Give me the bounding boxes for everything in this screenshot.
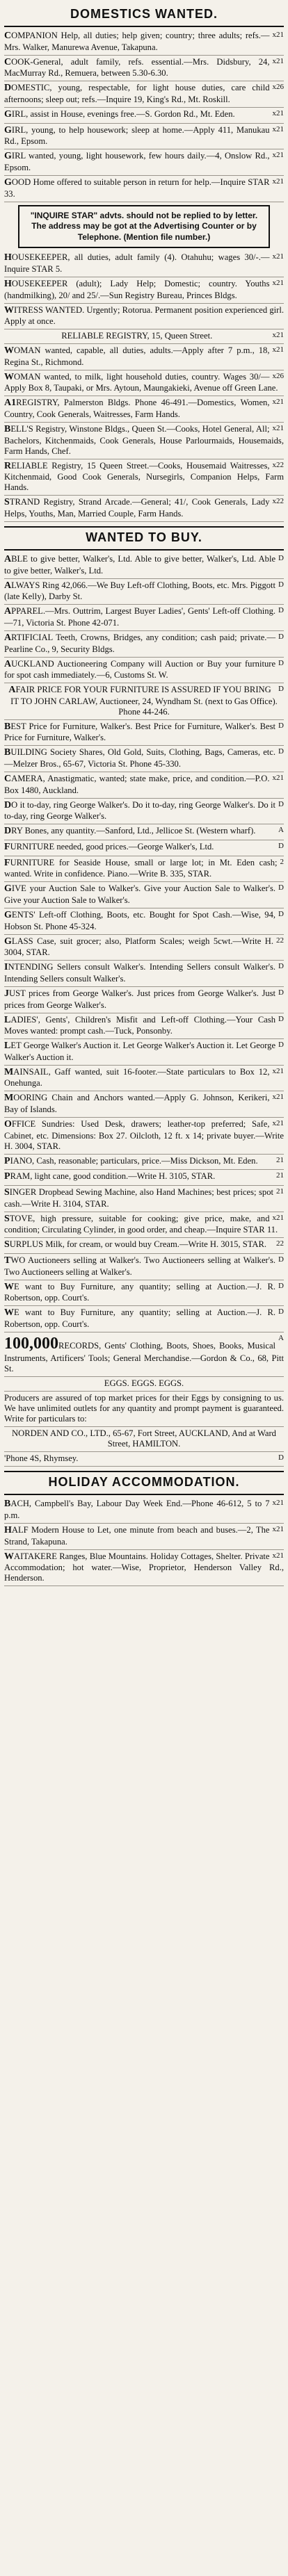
ad-body-text: EST Price for Furniture, Walker's. Best Price for Furniture, Walker's. Best Price for Furniture, Walker's. — [4, 721, 276, 743]
ad-lead-word: B — [4, 721, 11, 732]
ad-reference-code: D — [278, 1307, 284, 1316]
ad-reference-code: A — [278, 1333, 284, 1342]
classified-ad — [4, 799, 284, 825]
ad-body-text: ITRESS WANTED. Urgently; Rotorua. Permanent position experienced girl. Apply at once. — [4, 304, 284, 327]
ad-reference-code: A — [278, 826, 284, 835]
classified-ad — [4, 1013, 284, 1040]
ad-body-text: OOD Home offered to suitable person in return for help.—Inquire STAR 33. — [4, 177, 270, 199]
ad-body-text: 'Phone 4S, Rhymsey. — [4, 1453, 79, 1464]
section-rule — [4, 26, 284, 27]
ad-body-text: URNITURE needed, good prices.—George Walker's, Ltd. — [10, 842, 214, 852]
ad-reference-code: x26 — [272, 371, 284, 380]
ad-lead-word: B — [4, 424, 11, 435]
ad-body-text: INGER Dropbead Sewing Machine, also Hand Machines; best prices; spot cash.—Write H. 3104, STAR. — [4, 1187, 273, 1209]
ad-body-text: ET George Walker's Auction it. Let George Walker's Auction it. Let George Walker's Auction it. — [4, 1041, 276, 1062]
ad-reference-code: 22 — [276, 1239, 284, 1248]
classified-ad — [4, 176, 284, 202]
classified-ad — [4, 579, 284, 605]
ad-body-text: IANO, Cash, reasonable; particulars, price.—Miss Dickson, Mt. Eden. — [10, 1155, 258, 1166]
section-rule — [4, 526, 284, 528]
ad-body-text: OUSEKEEPER, all duties, adult family (4). Otahuhu; wages 30/-.—Inquire STAR 5. — [4, 252, 270, 274]
ad-lead-word: D — [4, 83, 12, 94]
classified-ad — [4, 605, 284, 631]
ad-lead-word: S — [4, 1187, 10, 1198]
ad-body-text: BLE to give better, Walker's, Ltd. Able to give better, Walker's, Ltd. Able to give better, Walker's, Ltd. — [4, 554, 276, 576]
ad-lead-word: A — [8, 685, 16, 696]
classified-ad — [4, 840, 284, 856]
ad-lead-word: L — [4, 1014, 11, 1025]
classified-ad — [4, 658, 284, 684]
classified-ad — [4, 1550, 284, 1587]
classified-ad — [4, 1392, 284, 1427]
ad-reference-code: D — [278, 799, 284, 808]
ad-reference-code: D — [278, 580, 284, 589]
ad-body-text: REGISTRY, Palmerston Bldgs. Phone 46-491.—Domestics, Women, Country, Cook Generals, Waitresses, Farm Hands. — [4, 398, 270, 420]
ad-body-text: URPLUS Milk, for cream, or would buy Cream.—Write H. 3015, STAR. — [9, 1239, 267, 1250]
classified-ad — [4, 370, 284, 397]
ad-reference-code: D — [278, 1453, 284, 1462]
ad-lead-word: C — [4, 56, 12, 67]
ad-reference-code: D — [278, 1041, 284, 1050]
ad-lead-word: G — [4, 883, 12, 895]
ad-lead-word: H — [4, 1524, 12, 1535]
ad-lead-word: B — [4, 1499, 11, 1510]
classified-ad — [4, 277, 284, 304]
classified-ad — [4, 856, 284, 883]
classified-ad — [4, 720, 284, 747]
ad-body-text: ALF Modern House to Let, one minute from beach and buses.—2, The Strand, Takapuna. — [4, 1524, 270, 1547]
ad-body-text: FAIR PRICE FOR YOUR FURNITURE IS ASSURED IF YOU BRING IT TO JOHN CARLAW, Auctioneer, 24, Wyndham St. (next to Gas Office). Phone 44-246. — [10, 685, 278, 717]
ad-body-text: OOK-General, adult family, refs. essential.—Mrs. Didsbury, 24, MacMurray Rd., Remuera, between 5.30-6.30. — [4, 56, 270, 79]
ad-lead-word: A — [4, 632, 12, 643]
ad-body-text: NTENDING Sellers consult Walker's. Intending Sellers consult Walker's. Intending Sellers consult Walker's. — [4, 962, 276, 984]
ad-lead-word: S — [4, 497, 10, 508]
classified-ad — [4, 81, 284, 108]
ad-body-text: TRAND Registry, Strand Arcade.—General; 41/, Cook Generals, Lady Helps, Youths, Man, Married Couple, Farm Hands. — [4, 497, 270, 519]
classified-ad — [4, 1091, 284, 1118]
classified-ad — [4, 1377, 284, 1392]
ad-lead-word: D — [4, 799, 12, 810]
classified-ad — [4, 344, 284, 370]
ad-lead-word: O — [4, 1119, 12, 1130]
classified-ad — [4, 124, 284, 150]
classified-ad — [4, 1155, 284, 1171]
classified-ad — [4, 1238, 284, 1254]
ad-lead-word: A1 — [4, 398, 17, 409]
classified-ad — [4, 251, 284, 277]
ad-body-text: FFICE Sundries: Used Desk, drawers; leather-top preferred; Safe, Cabinet, etc. Dimensions: Box 27. Oilcloth, 12 ft. x 14; private buyer.—Write H. 3004, STAR. — [4, 1119, 284, 1151]
ad-lead-word: W — [4, 1281, 14, 1292]
ad-reference-code: D — [278, 988, 284, 997]
ad-body-text: IRL, young, to help housework; sleep at home.—Apply 411, Manukau Rd., Epsom. — [4, 124, 270, 147]
ad-body-text: RELIABLE REGISTRY, 15, Queen Street. — [61, 331, 213, 341]
ad-body-text: PPAREL.—Mrs. Outtrim, Largest Buyer Ladies', Gents' Left-off Clothing.—71, Victoria St. Phone 42-071. — [4, 606, 276, 628]
classified-ad — [4, 553, 284, 579]
ad-body-text: OUSEKEEPER (adult); Lady Help; Domestic; country. Youths (handmilking), 20/ and 25/.—Sun Registry Bureau, Princes Bldgs. — [4, 278, 270, 300]
ad-body-text: IVE your Auction Sale to Walker's. Give your Auction Sale to Walker's. Give your Auction Sale to Walker's. — [4, 883, 276, 905]
ad-lead-word: A — [4, 606, 12, 617]
ad-reference-code: 2 — [280, 857, 284, 866]
ad-body-text: UST prices from George Walker's. Just prices from George Walker's. Just prices from George Walker's. — [4, 988, 276, 1010]
ad-reference-code: 21 — [276, 1187, 284, 1196]
ad-lead-word: R — [4, 460, 12, 471]
ad-reference-code: D — [278, 747, 284, 756]
ad-reference-code: x21 — [272, 1524, 284, 1533]
ad-reference-code: x22 — [272, 497, 284, 506]
section-rule — [4, 1494, 284, 1495]
ad-body-text: RTIFICIAL Teeth, Crowns, Bridges, any condition; cash paid; private.—Pearline Co., 9, Security Bldgs. — [4, 632, 276, 654]
ad-lead-word: G — [4, 177, 12, 188]
classified-ad — [4, 108, 284, 124]
classified-ad — [4, 1497, 284, 1524]
ad-lead-word: 100,000 — [4, 1334, 58, 1353]
ad-lead-word: F — [4, 857, 10, 868]
ad-body-text: NORDEN AND CO., LTD., 65-67, Fort Street, AUCKLAND, And at Ward Street, HAMILTON. — [12, 1428, 276, 1449]
ad-body-text: OORING Chain and Anchors wanted.—Apply G. Johnson, Kerikeri, Bay of Islands. — [4, 1093, 270, 1115]
ad-lead-word: M — [4, 1093, 14, 1104]
ad-reference-code: D — [278, 658, 284, 667]
ad-reference-code: x21 — [272, 424, 284, 433]
classified-ad — [4, 746, 284, 772]
ad-body-text: AINSAIL, Gaff wanted, suit 16-footer.—State particulars to Box 12, Onehunga. — [4, 1066, 270, 1089]
classified-ad — [4, 329, 284, 344]
ad-body-text: EGGS. EGGS. EGGS. — [104, 1378, 184, 1389]
ad-lead-word: P — [4, 1171, 10, 1182]
ad-reference-code: x21 — [272, 1551, 284, 1560]
ad-reference-code: x21 — [272, 774, 284, 783]
ad-body-text: O it to-day, ring George Walker's. Do it to-day, ring George Walker's. Do it to-day, ring George Walker's. — [4, 799, 276, 822]
ad-lead-word: W — [4, 371, 14, 382]
classified-ad — [4, 683, 284, 720]
classified-ad — [4, 1039, 284, 1066]
ad-lead-word: A — [4, 658, 12, 669]
classified-ad — [4, 1066, 284, 1092]
ad-body-text: ADIES', Gents', Children's Misfit and Left-off Clothing.—Your Cash Moves wanted: prompt cash.—Tuck, Ponsonby. — [4, 1014, 276, 1036]
ad-reference-code: D — [278, 685, 284, 694]
ad-body-text: "INQUIRE STAR" advts. should not be replied to by letter. The address may be got at the Advertising Counter or by Telephone. (Mention file number.) — [30, 210, 258, 242]
ad-body-text: AMERA, Anastigmatic, wanted; state make, price, and condition.—P.O. Box 1480, Auckland. — [4, 774, 270, 795]
classified-ad — [4, 423, 284, 459]
ad-reference-code: D — [278, 632, 284, 641]
ad-reference-code: x21 — [272, 1066, 284, 1075]
ad-reference-code: D — [278, 842, 284, 851]
classified-ad — [4, 1212, 284, 1239]
classified-ad — [4, 908, 284, 935]
ad-body-text: RY Bones, any quantity.—Sanford, Ltd., Jellicoe St. (Western wharf). — [11, 826, 256, 836]
ad-body-text: AITAKERE Ranges, Blue Mountains. Holiday Cottages, Shelter. Private Accommodation; hot water.—Wise, Proprietor, Henderson Valley Rd., Henderson. — [4, 1551, 284, 1583]
ads-list-holiday — [4, 1497, 284, 1586]
classified-ad — [4, 56, 284, 82]
section-heading-wanted-to-buy: WANTED TO BUY. — [86, 530, 202, 544]
ad-body-text: UCKLAND Auctioneering Company will Auction or Buy your furniture for spot cash immediately.—6, Customs St. W. — [4, 658, 276, 680]
ad-lead-word: D — [4, 826, 12, 837]
ad-reference-code: D — [278, 883, 284, 892]
ad-lead-word: B — [4, 747, 11, 758]
ad-reference-code: 21 — [276, 1155, 284, 1164]
classified-ad — [18, 205, 270, 249]
classified-ad — [4, 1280, 284, 1307]
classified-ad — [4, 935, 284, 961]
ad-body-text: TOVE, high pressure, suitable for cooking; give price, make, and condition; Circulating Cylinder, in good order, and cheap.—Inquire STAR 11. — [4, 1213, 278, 1235]
ad-lead-word: A — [4, 580, 12, 591]
ad-lead-word: H — [4, 278, 12, 289]
classified-ad — [4, 304, 284, 330]
classified-ad — [4, 459, 284, 496]
ad-lead-word: T — [4, 1255, 11, 1266]
classified-ad — [4, 1524, 284, 1550]
ad-reference-code: x21 — [272, 331, 284, 340]
classified-ad — [4, 987, 284, 1013]
ad-body-text: OMAN wanted, capable, all duties, adults.—Apply after 7 p.m., 18, Regina St., Richmond. — [4, 345, 270, 367]
ads-list-wanted-to-buy — [4, 553, 284, 1467]
ad-body-text: IRL, assist in House, evenings free.—S. Gordon Rd., Mt. Eden. — [11, 108, 235, 119]
ad-lead-word: L — [4, 1041, 11, 1052]
ad-reference-code: x21 — [272, 398, 284, 407]
ad-reference-code: D — [278, 721, 284, 730]
ad-body-text: ACH, Campbell's Bay, Labour Day Week End.—Phone 46-612, 5 to 7 p.m. — [4, 1499, 270, 1520]
ad-reference-code: D — [278, 554, 284, 562]
ad-reference-code: x21 — [272, 1499, 284, 1508]
ad-reference-code: x21 — [272, 151, 284, 160]
ad-reference-code: x21 — [272, 1093, 284, 1102]
ad-lead-word: C — [4, 774, 12, 785]
ad-body-text: ELIABLE Registry, 15 Queen Street.—Cooks, Housemaid Waitresses, Kitchenmaid, Good Cook Generals, Nursegirls, Companion Helps, Farm Hands. — [4, 460, 284, 493]
ad-lead-word: J — [4, 988, 9, 999]
ad-reference-code: x21 — [272, 1213, 284, 1222]
ad-lead-word: W — [4, 304, 14, 316]
ad-body-text: LWAYS Ring 42,066.—We Buy Left-off Clothing, Boots, etc. Mrs. Piggott (late Kelly), Darby St. — [4, 580, 276, 602]
ad-reference-code: D — [278, 1281, 284, 1290]
ad-reference-code: x21 — [272, 278, 284, 287]
ad-body-text: UILDING Society Shares, Old Gold, Suits, Clothing, Bags, Cameras, etc.—Melzer Bros., 65-67, Victoria St. Phone 45-330. — [4, 747, 276, 769]
classified-ad — [4, 772, 284, 799]
ad-reference-code: x21 — [272, 1119, 284, 1128]
ad-body-text: LASS Case, suit grocer; also, Platform Scales; weigh 5cwt.—Write H. 3004, STAR. — [4, 936, 273, 958]
ad-body-text: ELL'S Registry, Winstone Bldgs., Queen St.—Cooks, Hotel General, All; Bachelors, Kitchenmaids, Cook Generals, House Parlourmaids, Housemaids, Farm Hands, Chef. — [4, 424, 284, 456]
ad-reference-code: x21 — [272, 56, 284, 65]
ads-list-domestics — [4, 29, 284, 522]
ad-body-text: E want to Buy Furniture, any quantity; selling at Auction.—J. R. Robertson, opp. Court's. — [4, 1281, 276, 1303]
classified-ad — [4, 631, 284, 658]
ad-lead-word: A — [4, 554, 12, 564]
ad-reference-code: D — [278, 909, 284, 918]
ad-lead-word: M — [4, 1066, 14, 1077]
classified-ad — [4, 1427, 284, 1452]
ad-reference-code: x21 — [272, 252, 284, 261]
ad-body-text: ENTS' Left-off Clothing, Boots, etc. Bought for Spot Cash.—Wise, 94, Hobson St. Phone 45-324. — [4, 909, 276, 931]
classified-ad — [4, 1186, 284, 1212]
ad-lead-word: G — [4, 151, 12, 162]
ad-reference-code: x21 — [272, 124, 284, 133]
classified-ad — [4, 882, 284, 908]
section-heading-holiday-accommodation: HOLIDAY ACCOMMODATION. — [48, 1475, 240, 1490]
ad-lead-word: F — [4, 842, 10, 853]
section-rule — [4, 1471, 284, 1472]
ad-reference-code: D — [278, 962, 284, 971]
ad-reference-code: 21 — [276, 1171, 284, 1180]
ad-body-text: RAM, light cane, good condition.—Write H. 3105, STAR. — [10, 1171, 216, 1182]
ad-lead-word: G — [4, 909, 12, 920]
ad-body-text: OMESTIC, young, respectable, for light house duties, care child afternoons; sleep out; refs.—Inquire 19, King's Rd., Mt. Roskill. — [4, 83, 270, 104]
ad-body-text: WO Auctioneers selling at Walker's. Two Auctioneers selling at Walker's. Two Auctioneers selling at Walker's. — [4, 1255, 276, 1277]
ad-lead-word: W — [4, 345, 14, 357]
ad-reference-code: D — [278, 606, 284, 615]
ad-body-text: OMAN wanted, to milk, light household duties, country. Wages 30/—Apply Box 8, Taupaki, or Mrs. Aytoun, Maungakieki, Avenue off Green Lane. — [4, 371, 278, 393]
classified-ad — [4, 496, 284, 522]
ad-body-text: E want to Buy Furniture, any quantity; selling at Auction.—J. R. Robertson, opp. Court's. — [4, 1307, 276, 1329]
ad-body-text: Producers are assured of top market prices for their Eggs by consigning to us. We have unlimited outlets for any quantity and prompt payment is guaranteed. Write for particulars to: — [4, 1393, 284, 1424]
ad-lead-word: G — [4, 936, 12, 947]
ad-reference-code: 22 — [276, 936, 284, 945]
section-heading-domestics-wanted: DOMESTICS WANTED. — [70, 7, 218, 21]
ad-reference-code: x21 — [272, 31, 284, 39]
ad-lead-word: H — [4, 252, 12, 263]
ad-reference-code: D — [278, 1014, 284, 1023]
ad-reference-code: x21 — [272, 108, 284, 117]
classified-ad — [4, 1170, 284, 1186]
ad-lead-word: S — [4, 1213, 10, 1224]
ad-reference-code: D — [278, 1255, 284, 1264]
classified-ad — [4, 1332, 284, 1378]
ad-lead-word: G — [4, 108, 12, 120]
ad-reference-code: x26 — [272, 83, 284, 92]
ad-lead-word: C — [4, 31, 12, 41]
ad-lead-word: G — [4, 124, 12, 136]
ad-body-text: IRL wanted, young, light housework, few hours daily.—4, Onslow Rd., Epsom. — [4, 151, 270, 172]
ad-reference-code: x21 — [272, 345, 284, 354]
classified-ad — [4, 1118, 284, 1155]
classified-ad — [4, 396, 284, 423]
ad-reference-code: x22 — [272, 460, 284, 469]
ad-lead-word: W — [4, 1551, 14, 1562]
ad-body-text: URNITURE for Seaside House, small or large lot; in Mt. Eden cash; wanted. Write in confidence. Piano.—Write B. 335, STAR. — [4, 857, 278, 879]
classified-ad — [4, 1306, 284, 1332]
section-rule — [4, 549, 284, 551]
ad-reference-code: x21 — [272, 177, 284, 186]
classified-ad — [4, 149, 284, 176]
classified-ad — [4, 1254, 284, 1280]
classified-ad — [4, 961, 284, 987]
ad-lead-word: W — [4, 1307, 14, 1319]
classified-ad — [4, 824, 284, 840]
ad-body-text: RECORDS, Gents' Clothing, Boots, Shoes, Books, Musical Instruments, Artificers' Tools; General Merchandise.—Gordon & Co., 68, Pitt St. — [4, 1340, 284, 1374]
ad-lead-word: S — [4, 1239, 10, 1250]
ad-lead-word: P — [4, 1155, 10, 1166]
classified-ad — [4, 1452, 284, 1467]
ad-body-text: OMPANION Help, all duties; help given; country; three adults; refs.—Mrs. Walker, Manurewa Avenue, Takapuna. — [4, 31, 270, 52]
ad-lead-word: I — [4, 962, 8, 973]
classified-ad — [4, 29, 284, 56]
